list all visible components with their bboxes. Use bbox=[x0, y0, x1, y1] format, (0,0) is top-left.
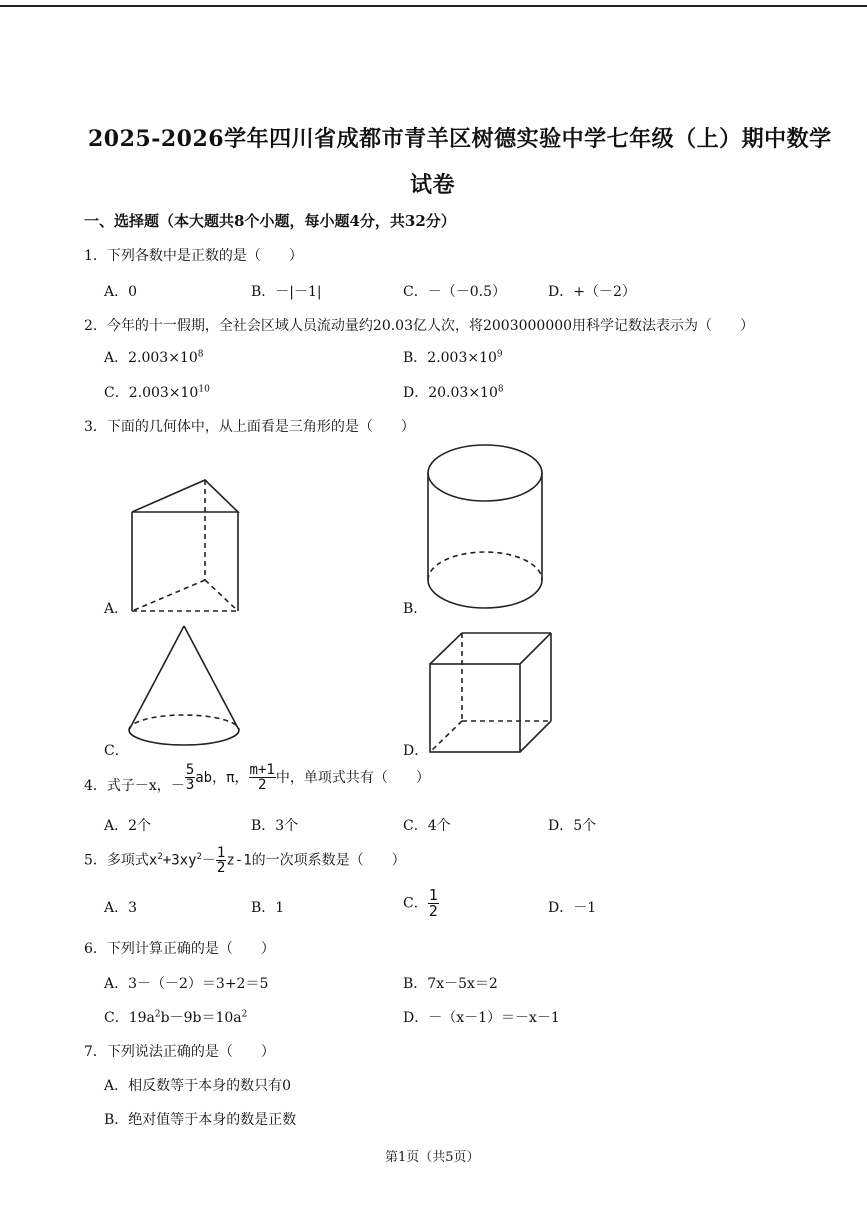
q4-fraction-1: $\frac{5}{3}$ bbox=[185, 762, 195, 793]
page-footer: 第1页（共5页） bbox=[385, 1150, 480, 1165]
cube-figure bbox=[420, 626, 560, 760]
q4-fraction-2: $\frac{m+1}{2}$ bbox=[249, 762, 275, 793]
question-4: 4．式子－x，－ $\frac{5}{3}$ ab，π， $\frac{m+1}{2}$ 中，单项式共有（ ） bbox=[84, 762, 430, 794]
q6-option-c: C．$19a^2b-9b=10a^2$ bbox=[104, 1009, 248, 1026]
q3-label-a: A． bbox=[104, 601, 129, 617]
title-line-1: 2025-2026学年四川省成都市青羊区树德实验中学七年级（上）期中数学 bbox=[88, 126, 832, 152]
q3-label-d: D． bbox=[403, 743, 429, 759]
section-heading: 一、选择题（本大题共8个小题，每小题4分，共32分） bbox=[84, 212, 456, 230]
question-5: 5．多项式$x^2+3xy^2-$ $\frac{1}{2}$ z-1的一次项系数是（ ） bbox=[84, 845, 406, 876]
cone-figure bbox=[120, 618, 250, 760]
q1-option-c: C．－（－0.5） bbox=[403, 284, 506, 300]
q1-option-d: D．+（－2） bbox=[548, 284, 636, 300]
question-2: 2．今年的十一假期，全社会区域人员流动量约20.03亿人次，将2003000000用科学记数法表示为（ ） bbox=[84, 318, 755, 334]
question-7: 7．下列说法正确的是（ ） bbox=[84, 1044, 275, 1060]
q3-label-c: C． bbox=[104, 743, 129, 759]
q1-option-a: A．0 bbox=[104, 284, 138, 300]
q6-option-d: D．－（x－1）＝－x－1 bbox=[403, 1010, 560, 1026]
q5-option-c: C． $\frac{1}{2}$ bbox=[403, 886, 438, 920]
question-1: 1．下列各数中是正数的是（ ） bbox=[84, 248, 303, 264]
q4-option-c: C．4个 bbox=[403, 818, 451, 834]
q5-option-b: B．1 bbox=[251, 900, 285, 916]
q3-label-b: B． bbox=[403, 601, 428, 617]
q2-option-c: C．$2.003\times 10^{10}$ bbox=[104, 384, 210, 401]
q4-option-a: A．2个 bbox=[104, 818, 152, 834]
q2-option-a: A．$2.003\times 10^8$ bbox=[104, 349, 204, 366]
q2-option-b: B．$2.003\times 10^9$ bbox=[403, 349, 503, 366]
q4-option-d: D．5个 bbox=[548, 818, 597, 834]
q7-option-b: B．绝对值等于本身的数是正数 bbox=[104, 1112, 297, 1128]
question-3: 3．下面的几何体中，从上面看是三角形的是（ ） bbox=[84, 419, 415, 435]
title-line-2: 试卷 bbox=[410, 172, 456, 198]
question-6: 6．下列计算正确的是（ ） bbox=[84, 941, 275, 957]
q2-option-d: D．$20.03\times 10^8$ bbox=[403, 384, 504, 401]
q5-fraction: $\frac{1}{2}$ bbox=[216, 845, 226, 876]
q6-option-a: A．3－（－2）＝3+2＝5 bbox=[104, 976, 269, 992]
q5-option-d: D．－1 bbox=[548, 900, 597, 916]
q5-option-a: A．3 bbox=[104, 900, 138, 916]
q5-option-c-fraction: $\frac{1}{2}$ bbox=[428, 886, 438, 920]
q1-option-b: B．－|－1| bbox=[251, 284, 322, 300]
top-border bbox=[0, 5, 867, 7]
cylinder-figure bbox=[420, 440, 550, 620]
q6-option-b: B．7x－5x＝2 bbox=[403, 976, 498, 992]
triangular-prism-figure bbox=[120, 470, 250, 620]
q7-option-a: A．相反数等于本身的数只有0 bbox=[104, 1078, 292, 1094]
q4-option-b: B．3个 bbox=[251, 818, 299, 834]
